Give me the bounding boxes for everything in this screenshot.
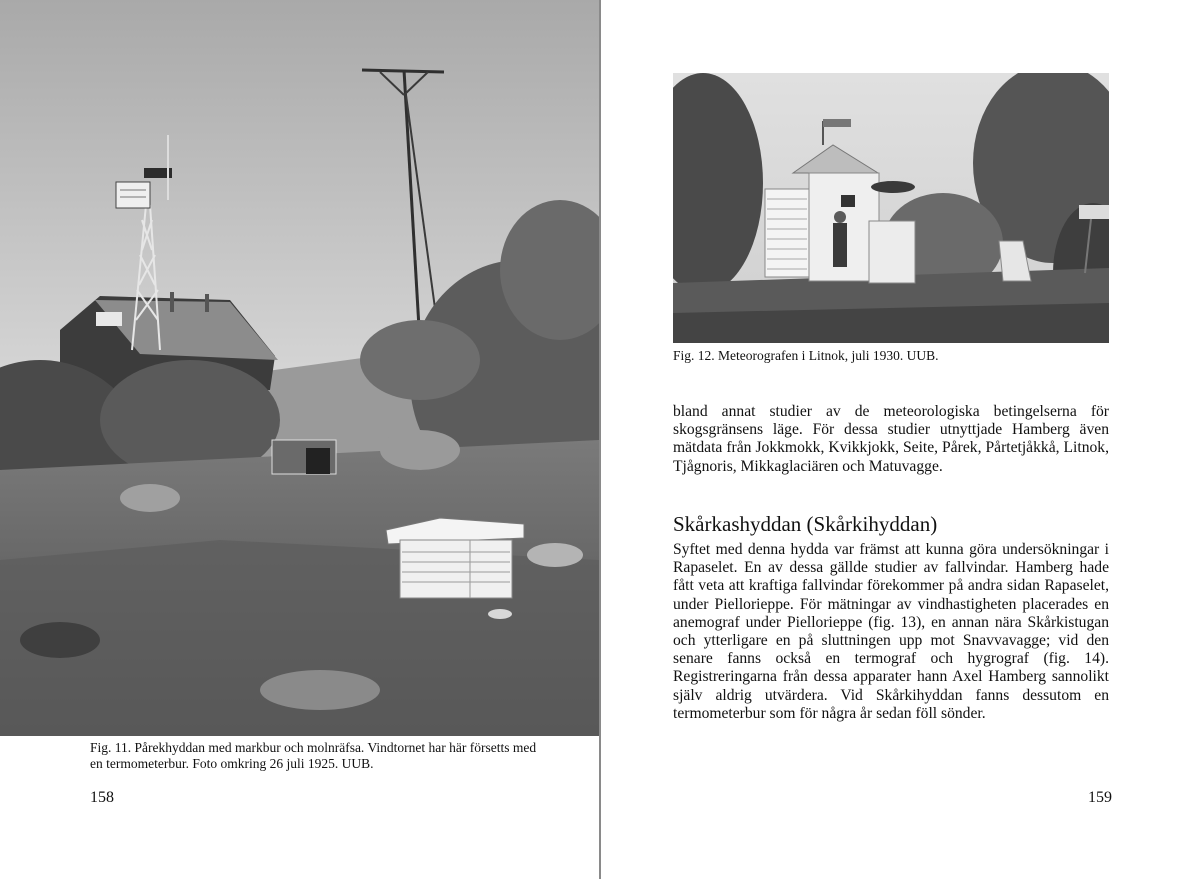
figure-11-caption: Fig. 11. Pårekhyddan med markbur och molnräfsa. Vindtornet har här försetts med en termometerbur. Foto omkring 26 juli 1925. UUB. <box>90 740 537 771</box>
page-number-right: 159 <box>1088 789 1112 806</box>
left-page <box>0 0 599 879</box>
body-paragraph-1: bland annat studier av de meteorologiska betingelserna för skogsgränsens läge. För dessa studier utnyttjade Hamberg även mätdata från Jokkmokk, Kvikkjokk, Seite, Pårek, Pårtetjåkkå, Litnok, Tjågnoris, Mikkaglaciären och Matuvagge. <box>673 403 1109 475</box>
page-number-left: 158 <box>90 789 114 806</box>
parekhyddan-photo-image <box>0 0 599 736</box>
figure-12-photo <box>673 73 1109 343</box>
figure-11-photo <box>0 0 599 736</box>
section-heading: Skårkashyddan (Skårkihyddan) <box>673 512 938 536</box>
right-page <box>601 0 1200 879</box>
meteorografen-litnok-photo-image <box>673 73 1109 343</box>
figure-12-caption: Fig. 12. Meteorografen i Litnok, juli 1930. UUB. <box>673 348 939 363</box>
body-paragraph-2: Syftet med denna hydda var främst att kunna göra undersökningar i Rapaselet. En av dessa gällde studier av fallvindar. Hamberg hade fått veta att kraftiga fallvindar förekommer på andra sidan Rapaselet, under Pielloriеppe. För mätningar av vindhastigheten placerades en anemograf under Pielloriеppe (fig. 13), en annan nära Skårkistugan och ytterligare en på sluttningen upp mot Snavvavagge; vid den senare fanns också en termograf och hygrograf (fig. 14). Registreringarna från dessa apparater hann Axel Hamberg sannolikt själv aldrig utvärdera. Vid Skårkihyddan fanns dessutom en termometerbur som för några år sedan föll sönder. <box>673 541 1109 722</box>
